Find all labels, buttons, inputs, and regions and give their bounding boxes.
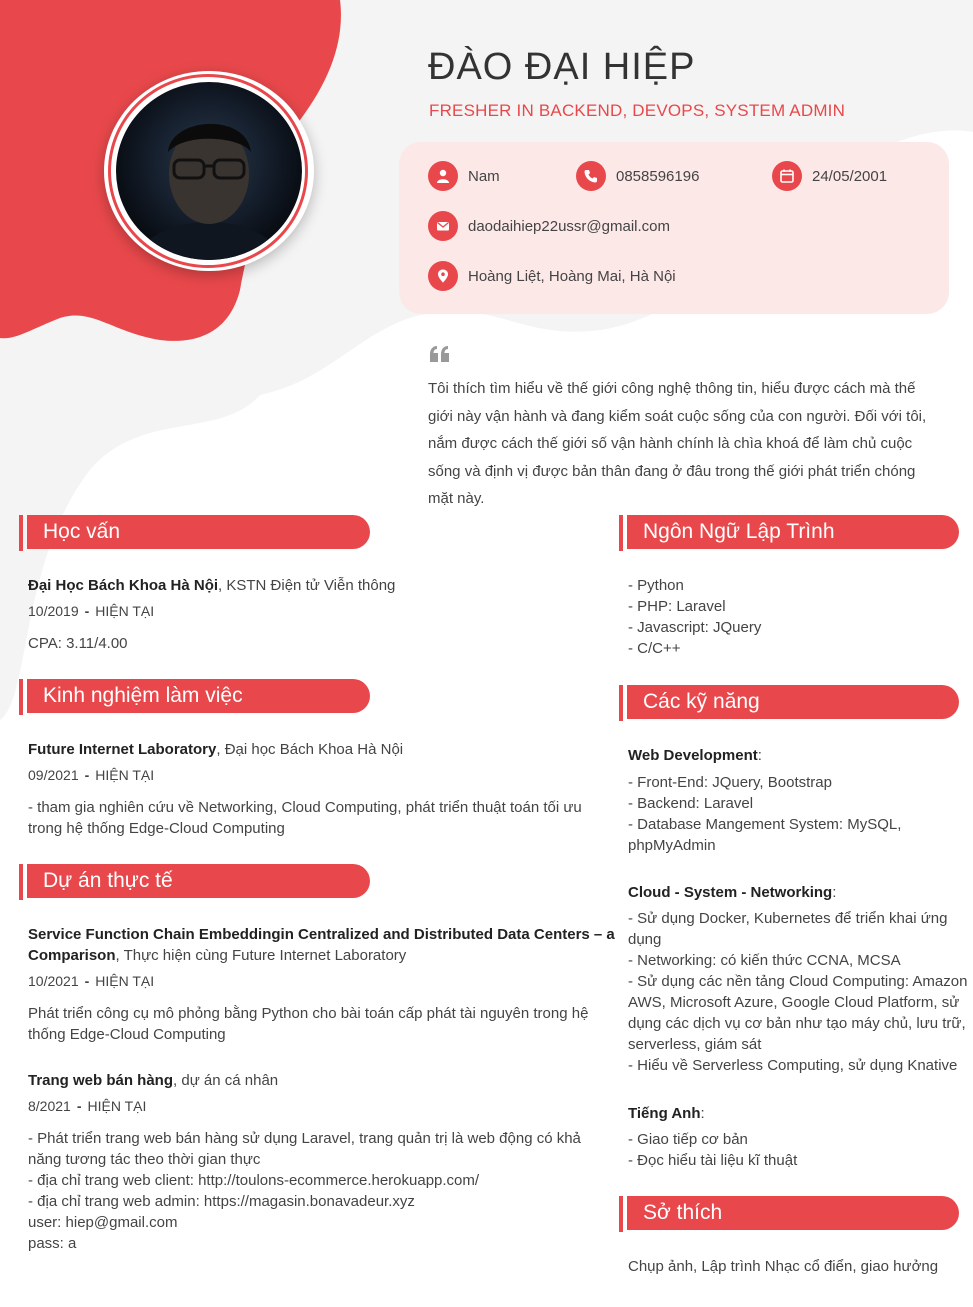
description-line: trong hệ thống Edge-Cloud Computing <box>28 820 285 837</box>
candidate-name: ĐÀO ĐẠI HIỆP <box>428 46 696 88</box>
date-start: 10/2021 <box>28 973 79 989</box>
list-item: - C/C++ <box>628 640 681 657</box>
email-item <box>428 211 670 241</box>
project-title: Trang web bán hàng <box>28 1072 174 1089</box>
list-item: dụng các dịch vụ cơ bản như tạo máy chủ, lưu trữ, <box>628 1015 966 1032</box>
project-1-title <box>28 924 615 966</box>
colon: : <box>757 747 762 764</box>
experience-description <box>28 797 582 839</box>
description-line: Phát triển công cụ mô phỏng bằng Python cho bài toán cấp phát tài nguyên trong hệ <box>28 1005 589 1022</box>
map-pin-icon <box>428 261 458 291</box>
date-end: HIỆN TẠI <box>95 767 155 783</box>
section-header-hobbies <box>619 1196 959 1232</box>
list-item: - Đọc hiểu tài liệu kĩ thuật <box>628 1152 798 1169</box>
description-line: thống Edge-Cloud Computing <box>28 1026 226 1043</box>
date-separator: - <box>84 603 90 619</box>
candidate-title: FRESHER IN BACKEND, DEVOPS, SYSTEM ADMIN <box>429 101 846 120</box>
section-header-projects <box>19 864 370 900</box>
contact-card <box>399 142 949 314</box>
phone-item <box>576 161 699 191</box>
date-separator: - <box>76 1098 82 1114</box>
project-2-description <box>28 1128 581 1254</box>
list-item: - Networking: có kiến thức CCNA, MCSA <box>628 952 901 969</box>
project-1-dates <box>28 971 154 992</box>
email-value[interactable]: daodaihiep22ussr@gmail.com <box>468 217 671 235</box>
project-detail: , dự án cá nhân <box>173 1072 279 1089</box>
about-text: Tôi thích tìm hiểu về thế giới công nghệ thông tin, hiểu được cách mà thế giới này vận hành và đang kiểm soát cuộc sống của con người. Đối với tôi, nắm được cách thế giới số vận hành chính là chìa khoá để làm chủ cuộc sống và định vị được bản thân đang ở đâu trong thế giới phát triển chóng mặt này. <box>428 380 927 507</box>
description-line: năng tương tác theo thời gian thực <box>28 1151 261 1168</box>
gender-value: Nam <box>468 167 500 185</box>
envelope-icon <box>428 211 458 241</box>
section-title: Các kỹ năng <box>643 690 760 713</box>
description-line: pass: a <box>28 1235 77 1252</box>
project-title-line: Service Function Chain Embeddingin Centralized and Distributed Data Centers – a <box>28 926 615 943</box>
list-item: - Python <box>628 577 684 594</box>
date-end: HIỆN TẠI <box>87 1098 147 1114</box>
description-line: - tham gia nghiên cứu về Networking, Cloud Computing, phát triển thuật toán tối ưu <box>28 799 582 816</box>
section-header-languages <box>619 515 959 551</box>
education-cpa: CPA: 3.11/4.00 <box>28 635 128 652</box>
colon: : <box>700 1105 705 1122</box>
school-major: , KSTN Điện tử Viễn thông <box>218 577 396 594</box>
calendar-icon <box>772 161 802 191</box>
list-item: - Hiểu về Serverless Computing, sử dụng Knative <box>628 1057 958 1074</box>
date-start: 8/2021 <box>28 1098 71 1114</box>
address-value: Hoàng Liệt, Hoàng Mai, Hà Nội <box>468 267 676 285</box>
list-item: - PHP: Laravel <box>628 598 726 615</box>
list-item: dụng <box>628 931 662 948</box>
list-item: AWS, Microsoft Azure, Google Cloud Platform, sử <box>628 994 960 1011</box>
list-item: - Front-End: JQuery, Bootstrap <box>628 774 832 791</box>
list-item: - Javascript: JQuery <box>628 619 762 636</box>
admin-url-line[interactable]: - địa chỉ trang web admin: https://magasin.bonavadeur.xyz <box>28 1193 415 1210</box>
section-header-experience <box>19 679 370 715</box>
date-start: 10/2019 <box>28 603 79 619</box>
skills-english <box>628 1103 797 1171</box>
list-item: - Backend: Laravel <box>628 795 754 812</box>
skills-cloud <box>628 882 967 1076</box>
organization-detail: , Đại học Bách Khoa Hà Nội <box>216 741 404 758</box>
list-item: - Sử dụng các nền tảng Cloud Computing: Amazon <box>628 973 968 990</box>
date-separator: - <box>84 767 90 783</box>
avatar <box>104 71 314 271</box>
skill-group-title: Tiếng Anh <box>628 1105 701 1122</box>
avatar-photo <box>116 82 302 260</box>
project-title-line: Comparison <box>28 947 116 964</box>
experience-dates <box>28 765 154 786</box>
description-line: user: hiep@gmail.com <box>28 1214 178 1231</box>
quote-icon <box>429 345 451 363</box>
experience-entry <box>28 739 403 760</box>
birthday-item <box>772 161 887 191</box>
skill-group-title: Web Development <box>628 747 758 764</box>
project-2-title <box>28 1070 278 1091</box>
phone-icon <box>576 161 606 191</box>
section-title: Dự án thực tế <box>43 869 173 892</box>
gender-item <box>428 161 500 191</box>
languages-list <box>628 575 761 659</box>
list-item: phpMyAdmin <box>628 837 716 854</box>
section-title: Sở thích <box>643 1201 723 1224</box>
section-header-education <box>19 515 370 551</box>
user-icon <box>428 161 458 191</box>
section-header-skills <box>619 685 959 721</box>
date-start: 09/2021 <box>28 767 79 783</box>
education-entry <box>28 575 395 596</box>
school-name: Đại Học Bách Khoa Hà Nội <box>28 577 219 594</box>
list-item: - Giao tiếp cơ bản <box>628 1131 748 1148</box>
project-detail: , Thực hiện cùng Future Internet Laboratory <box>115 947 407 964</box>
client-url-line[interactable]: - địa chỉ trang web client: http://toulons-ecommerce.herokuapp.com/ <box>28 1172 480 1189</box>
section-title: Kinh nghiệm làm việc <box>43 684 243 707</box>
section-title: Ngôn Ngữ Lập Trình <box>643 520 835 543</box>
education-dates <box>28 601 154 622</box>
section-title: Học vấn <box>43 520 121 543</box>
skills-web <box>628 745 901 856</box>
list-item: - Sử dụng Docker, Kubernetes để triển khai ứng <box>628 910 948 927</box>
skill-group-title: Cloud - System - Networking <box>628 884 833 901</box>
list-item: serverless, giám sát <box>628 1036 762 1053</box>
list-item: - Database Mangement System: MySQL, <box>628 816 902 833</box>
organization-name: Future Internet Laboratory <box>28 741 217 758</box>
address-item <box>428 261 676 291</box>
project-1-description <box>28 1003 588 1045</box>
project-2-dates <box>28 1096 146 1117</box>
birthday-value: 24/05/2001 <box>812 167 888 185</box>
date-end: HIỆN TẠI <box>95 603 155 619</box>
date-end: HIỆN TẠI <box>95 973 155 989</box>
phone-value: 0858596196 <box>616 167 700 185</box>
colon: : <box>832 884 837 901</box>
hobbies-text: Chụp ảnh, Lập trình Nhạc cổ điển, giao hưởng <box>628 1258 939 1275</box>
date-separator: - <box>84 973 90 989</box>
description-line: - Phát triển trang web bán hàng sử dụng Laravel, trang quản trị là web động có khả <box>28 1130 581 1147</box>
